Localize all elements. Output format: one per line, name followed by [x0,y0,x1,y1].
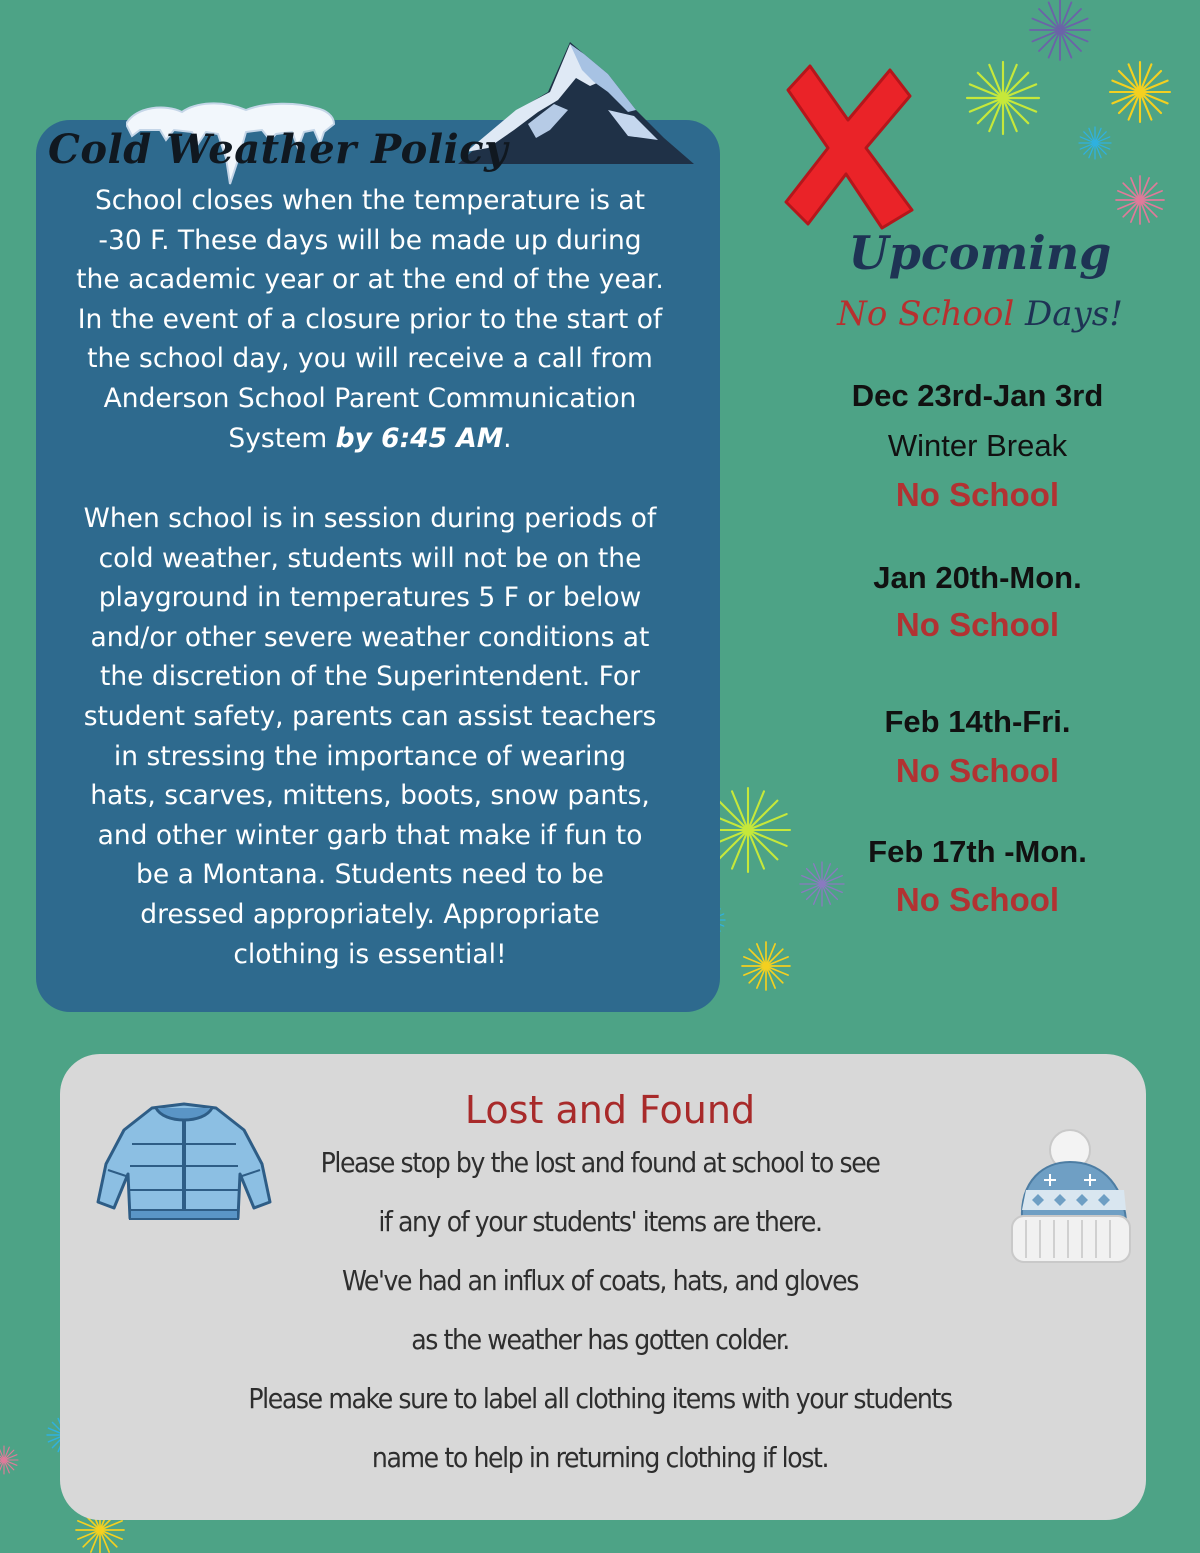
winter-break-label: Winter Break [887,428,1068,463]
upcoming-subtitle-no-school: No School [837,294,1015,334]
policy-line: be a Montana. Students need to be [136,859,604,891]
sparkle-icon [1030,0,1090,60]
sparkle-icon [1116,176,1164,224]
date-winter-break: Dec 23rd-Jan 3rd [851,378,1104,413]
sparkle-icon [967,62,1039,134]
sparkle-icon [742,942,790,990]
no-school-label: No School [895,752,1060,789]
no-school-label: No School [895,476,1060,513]
policy-line: clothing is essential! [233,938,507,970]
policy-line: and other winter garb that make if fun to [97,819,643,851]
policy-line [46,419,694,459]
call-time-emphasis: by 6:45 AM [335,422,504,454]
policy-line: In the event of a closure prior to the start of [77,303,663,335]
lost-found-line: Please make sure to label all clothing items with your students [248,1382,952,1415]
date-feb-14: Feb 14th-Fri. [884,704,1071,739]
policy-line: -30 F. These days will be made up during [98,224,642,256]
policy-line-prefix: System [228,422,336,454]
date-feb-17: Feb 17th -Mon. [868,834,1087,869]
date-jan-20: Jan 20th-Mon. [873,560,1082,595]
policy-line: dressed appropriately. Appropriate [140,898,600,930]
upcoming-subtitle [800,294,1160,334]
policy-line: in stressing the importance of wearing [113,740,627,772]
policy-line: student safety, parents can assist teachers [83,700,657,732]
sparkle-icon [1110,62,1170,122]
policy-line: School closes when the temperature is at [94,185,645,216]
upcoming-title: Upcoming [848,226,1112,280]
policy-line: the school day, you will receive a call from [87,343,653,375]
lost-found-line: as the weather has gotten colder. [411,1323,789,1356]
policy-line: cold weather, students will not be on the [98,542,642,574]
policy-paragraph-closure [46,181,694,458]
no-school-label: No School [895,606,1060,643]
lost-found-title: Lost and Found [464,1088,756,1132]
policy-line: the academic year or at the end of the year. [76,264,664,296]
policy-title: Cold Weather Policy [48,126,508,173]
lost-found-line: if any of your students' items are there. [378,1205,822,1238]
policy-line: the discretion of the Superintendent. For [99,661,640,693]
sparkle-icon [1079,127,1111,159]
upcoming-subtitle-days: Days! [1025,294,1123,334]
lost-found-line: name to help in returning clothing if lost. [371,1441,829,1474]
lost-found-line: Please stop by the lost and found at school to see [320,1146,880,1179]
no-school-label: No School [895,881,1060,918]
policy-line-suffix: . [503,422,512,454]
policy-line: hats, scarves, mittens, boots, snow pants, [90,780,650,812]
sparkle-icon [0,1446,18,1474]
policy-line: Anderson School Parent Communication [103,382,637,414]
policy-paragraph-recess [46,499,694,974]
policy-line: playground in temperatures 5 F or below [98,582,642,614]
lost-found-line: We've had an influx of coats, hats, and gloves [342,1264,858,1297]
red-x-icon [778,62,918,232]
policy-line: When school is in session during periods of [83,503,657,534]
policy-line: and/or other severe weather conditions at [90,621,650,653]
